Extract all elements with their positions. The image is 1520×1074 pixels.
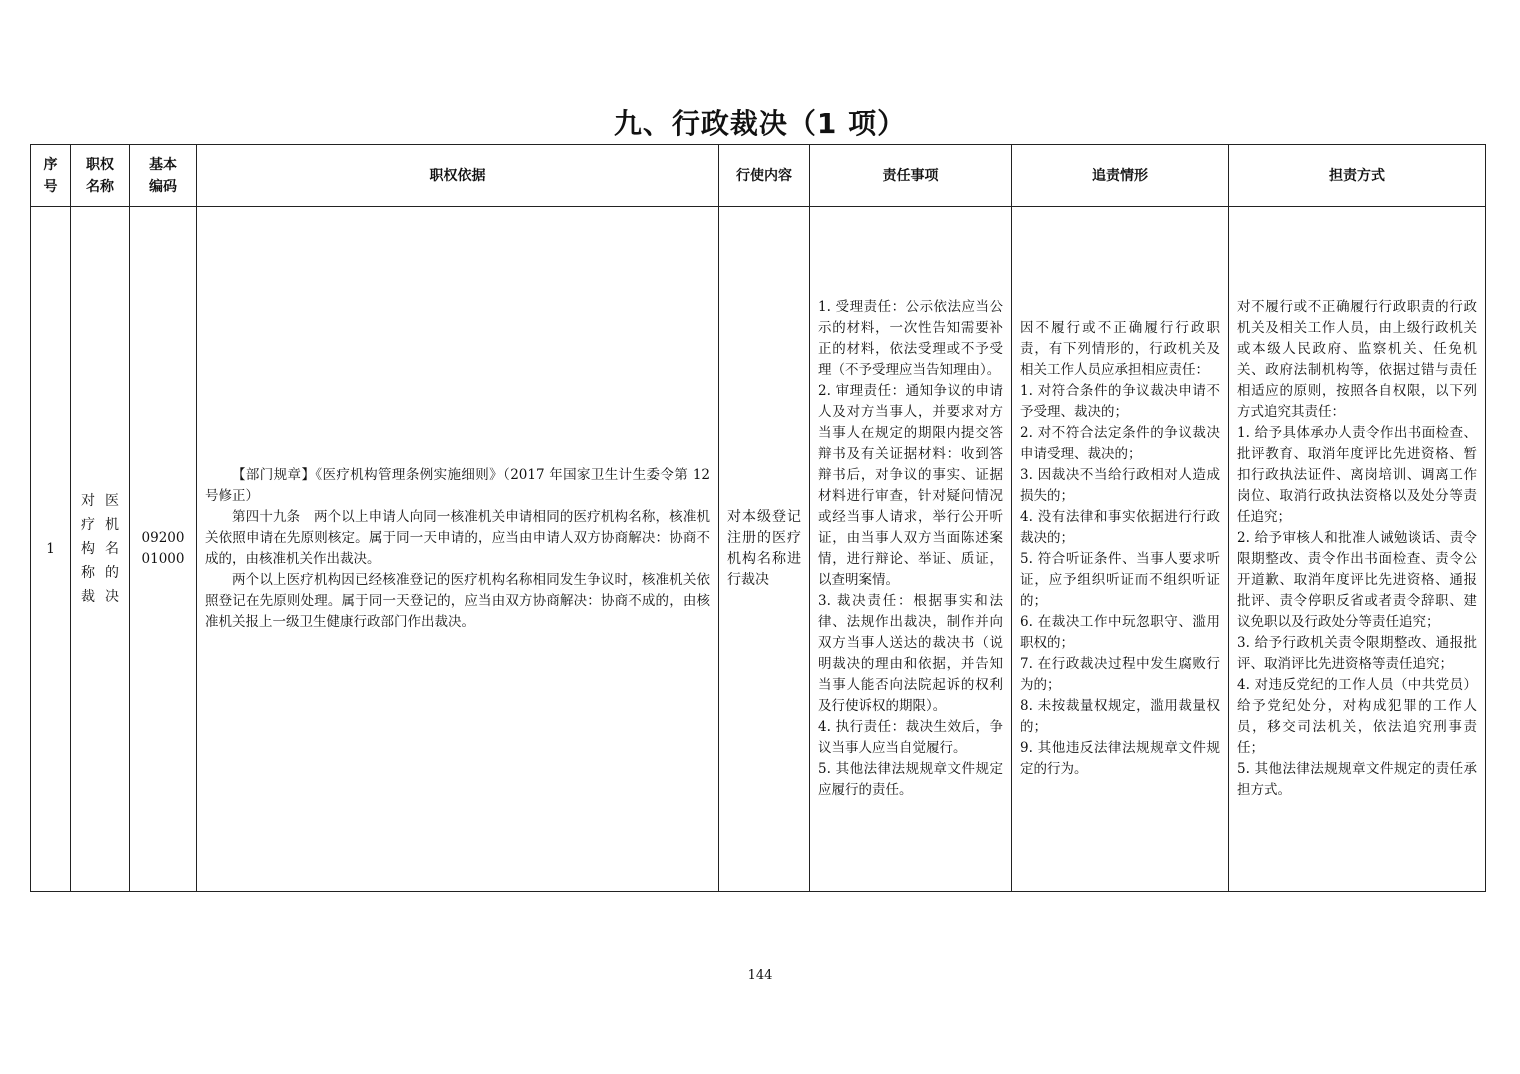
row-power-basis (197, 207, 719, 892)
header-code (130, 145, 197, 207)
basis-paragraph: 第四十九条 两个以上申请人向同一核准机关申请相同的医疗机构名称，核准机关依照申请在先原则核定。属于同一天申请的，应当由申请人双方协商解决：协商不成的，由核准机关作出裁决。 (205, 509, 710, 567)
page-title: 九、行政裁决（1 项） (613, 107, 907, 140)
method-item: 5. 其他法律法规规章文件规定的责任承担方式。 (1237, 761, 1477, 798)
basis-paragraph: 两个以上医疗机构因已经核准登记的医疗机构名称相同发生争议时，核准机关依照登记在先原则处理。属于同一天登记的，应当由双方协商解决：协商不成的，由核准机关报上一级卫生健康行政部门作出裁决。 (205, 572, 710, 630)
row-accountability (1012, 207, 1229, 892)
row-seq: 1 (31, 207, 71, 892)
responsibility-item: 4. 执行责任：裁决生效后，争议当事人应当自觉履行。 (818, 719, 1003, 756)
accountability-item: 5. 符合听证条件、当事人要求听证，应予组织听证而不组织听证的； (1020, 551, 1220, 609)
responsibility-item: 1. 受理责任：公示依法应当公示的材料，一次性告知需要补正的材料，依法受理或不予受理（不予受理应当告知理由）。 (818, 299, 1003, 378)
header-code-line: 编码 (149, 178, 177, 195)
responsibility-item: 2. 审理责任：通知争议的申请人及对方当事人，并要求对方当事人在规定的期限内提交答辩书及有关证据材料：收到答辩书后，对争议的事实、证据材料进行审查，针对疑问情况或经当事人请求，举行公开听证，由当事人双方当面陈述案情，进行辩论、举证、质证，以查明案情。 (818, 383, 1003, 588)
accountability-item: 2. 对不符合法定条件的争议裁决申请受理、裁决的； (1020, 425, 1220, 462)
header-accountability: 追责情形 (1012, 145, 1229, 207)
row-basic-code (130, 207, 197, 892)
accountability-item: 因不履行或不正确履行行政职责，有下列情形的，行政机关及相关工作人员应承担相应责任： (1020, 320, 1220, 378)
row-exercise-content: 对本级登记注册的医疗机构名称进行裁决 (719, 207, 810, 892)
basic-code-line: 01000 (141, 551, 185, 567)
accountability-item: 8. 未按裁量权规定，滥用裁量权的； (1020, 698, 1220, 735)
header-seq-line: 序 (43, 156, 58, 173)
header-seq-line: 号 (43, 178, 58, 195)
power-name-line: 称 的 (81, 565, 119, 581)
table-header-row (31, 145, 1486, 207)
accountability-item: 9. 其他违反法律法规规章文件规定的行为。 (1020, 740, 1220, 777)
accountability-item: 3. 因裁决不当给行政相对人造成损失的； (1020, 467, 1220, 504)
responsibility-item: 3. 裁决责任：根据事实和法律、法规作出裁决，制作并向双方当事人送达的裁决书（说明裁决的理由和依据，并告知当事人能否向法院起诉的权利及行使诉权的期限）。 (818, 593, 1003, 714)
basic-code-line: 09200 (141, 530, 185, 546)
method-item: 对不履行或不正确履行行政职责的行政机关及相关工作人员，由上级行政机关或本级人民政府、监察机关、任免机关、政府法制机构等，依据过错与责任相适应的原则，按照各自权限，以下列方式追究其责任： (1237, 299, 1477, 420)
administrative-ruling-table (30, 144, 1486, 892)
header-method: 担责方式 (1229, 145, 1486, 207)
header-name-line: 名称 (86, 178, 114, 195)
method-item: 3. 给予行政机关责令限期整改、通报批评、取消评比先进资格等责任追究； (1237, 635, 1477, 672)
power-name-line: 对 医 (81, 493, 119, 509)
page-number: 144 (747, 968, 773, 983)
header-name (71, 145, 130, 207)
method-item: 1. 给予具体承办人责令作出书面检查、批评教育、取消年度评比先进资格、暂扣行政执法证件、离岗培训、调离工作岗位、取消行政执法资格以及处分等责任追究； (1237, 425, 1477, 525)
header-basis: 职权依据 (197, 145, 719, 207)
power-name-line: 疗 机 (81, 517, 119, 533)
accountability-item: 1. 对符合条件的争议裁决申请不予受理、裁决的； (1020, 383, 1220, 420)
power-name-line: 构 名 (81, 541, 119, 557)
header-seq (31, 145, 71, 207)
method-item: 2. 给予审核人和批准人诫勉谈话、责令限期整改、责令作出书面检查、责令公开道歉、取消年度评比先进资格、通报批评、责令停职反省或者责令辞职、建议免职以及行政处分等责任追究； (1237, 530, 1477, 630)
row-power-name (71, 207, 130, 892)
method-item: 4. 对违反党纪的工作人员（中共党员）给予党纪处分，对构成犯罪的工作人员，移交司法机关，依法追究刑事责任； (1237, 677, 1477, 756)
header-code-line: 基本 (149, 156, 177, 173)
power-name-line: 裁决 (81, 589, 119, 605)
header-name-line: 职权 (86, 156, 114, 173)
row-responsibility (810, 207, 1012, 892)
row-liability-method (1229, 207, 1486, 892)
responsibility-item: 5. 其他法律法规规章文件规定应履行的责任。 (818, 761, 1003, 798)
accountability-item: 6. 在裁决工作中玩忽职守、滥用职权的； (1020, 614, 1220, 651)
accountability-item: 7. 在行政裁决过程中发生腐败行为的； (1020, 656, 1220, 693)
header-content: 行使内容 (719, 145, 810, 207)
table-row (31, 207, 1486, 892)
accountability-item: 4. 没有法律和事实依据进行行政裁决的； (1020, 509, 1220, 546)
basis-paragraph: 【部门规章】《医疗机构管理条例实施细则》（2017 年国家卫生计生委令第 12 号修正） (205, 467, 710, 504)
header-responsibility: 责任事项 (810, 145, 1012, 207)
